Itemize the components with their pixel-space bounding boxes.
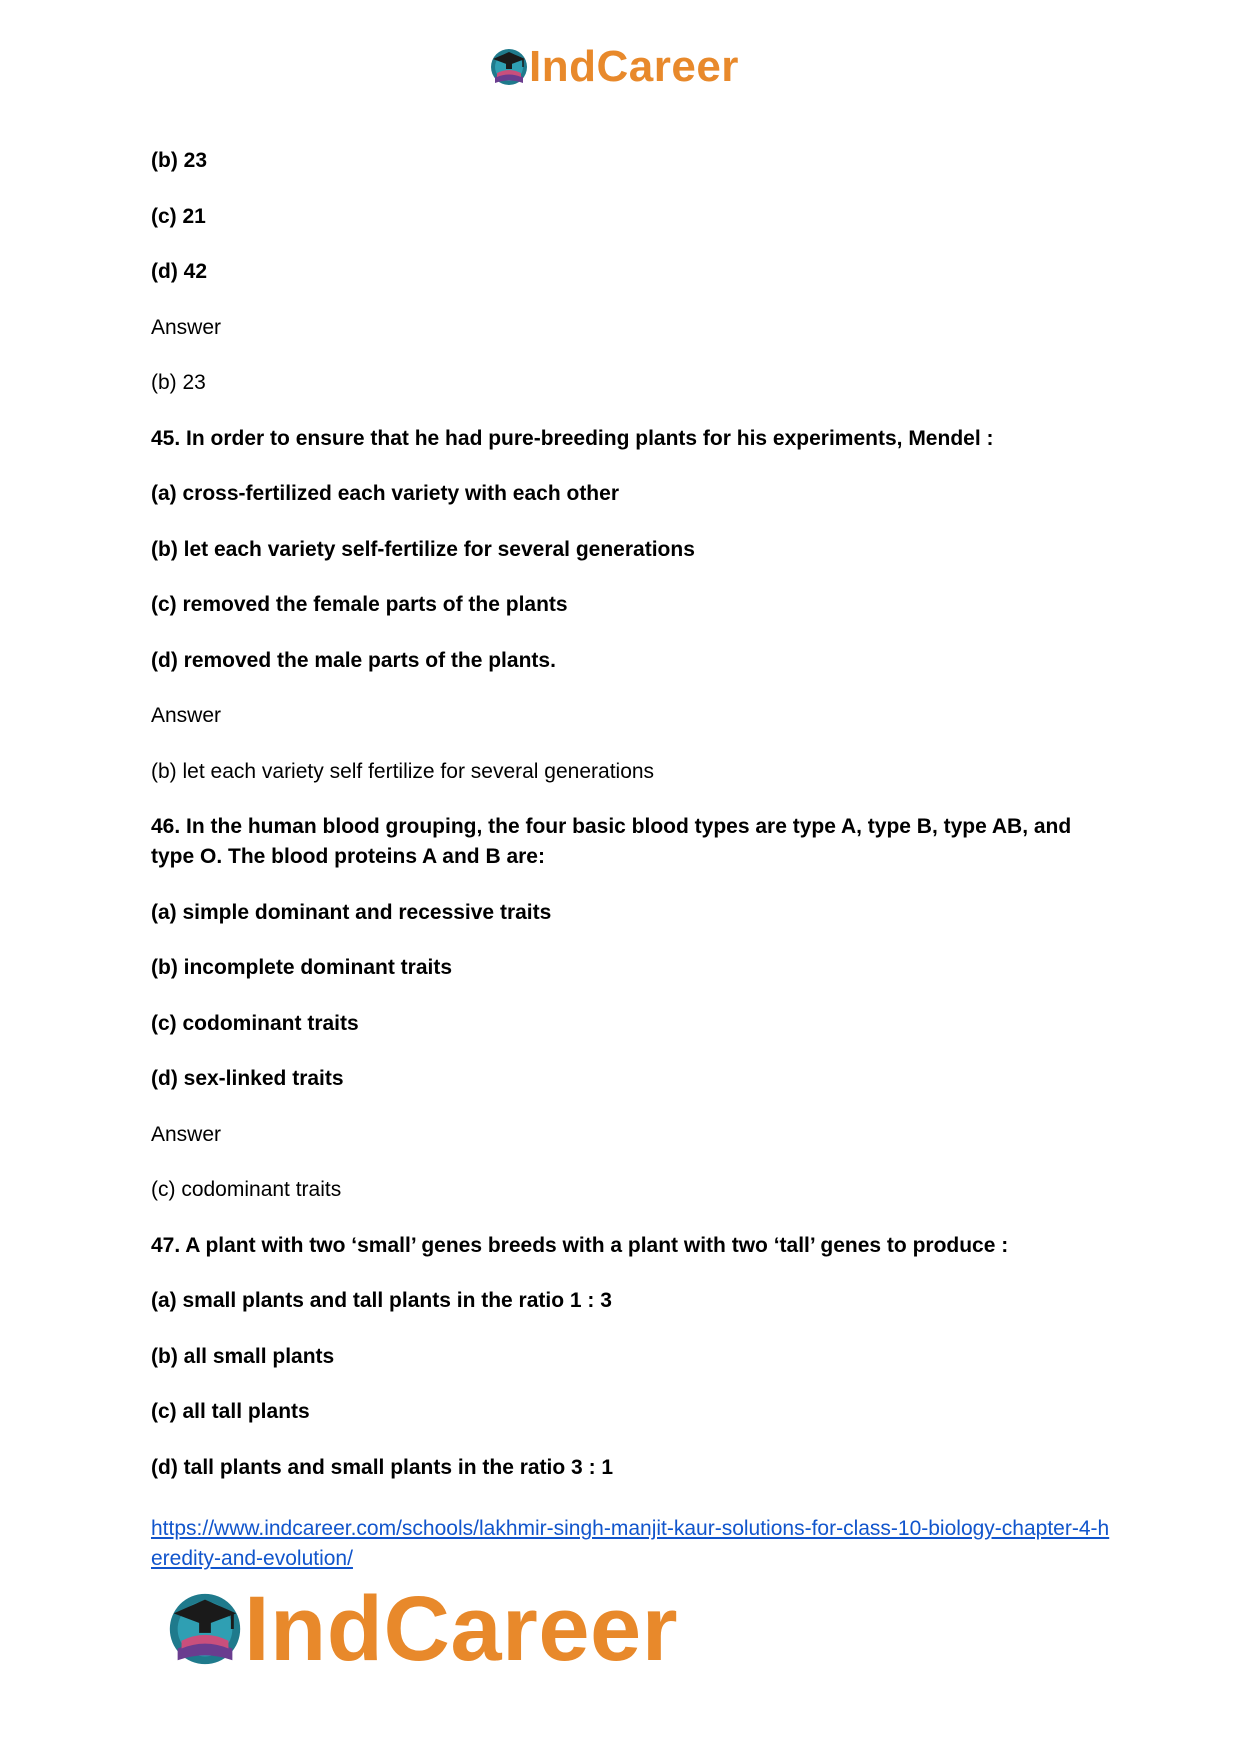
answer-text: Answer <box>151 704 222 727</box>
question-text: (c) 21 <box>151 204 206 228</box>
question-text: (b) let each variety self-fertilize for several generations <box>151 537 695 561</box>
question-text: (a) simple dominant and recessive traits <box>151 900 552 924</box>
question-text: (b) all small plants <box>151 1344 335 1368</box>
answer-text: (b) let each variety self fertilize for several generations <box>151 759 655 783</box>
question-text: (d) tall plants and small plants in the ratio 3 : 1 <box>151 1455 614 1479</box>
answer-text: (b) 23 <box>151 371 206 394</box>
source-link-block <box>151 1514 1111 1574</box>
graduation-cap-logo-icon <box>162 1586 248 1672</box>
question-text: (c) removed the female parts of the plants <box>151 593 568 616</box>
footer-logo <box>162 1578 702 1680</box>
question-text: (d) 42 <box>151 260 208 283</box>
answer-text: (c) codominant traits <box>151 1178 342 1201</box>
question-text: (b) 23 <box>151 149 208 172</box>
graduation-cap-logo-icon <box>487 45 531 89</box>
question-text: (c) all tall plants <box>151 1400 310 1423</box>
question-text: 46. In the human blood grouping, the four basic blood types are type A, type B, type AB, and type O. The blood proteins A and B are: <box>151 815 1072 868</box>
logo-wordmark: IndCareer <box>529 42 739 91</box>
source-link[interactable]: https://www.indcareer.com/schools/lakhmir-singh-manjit-kaur-solutions-for-class-10-biology-chapter-4-heredity-and-evolution/ <box>151 1517 1110 1570</box>
question-text: (d) sex-linked traits <box>151 1067 344 1090</box>
question-text: (d) removed the male parts of the plants. <box>151 648 556 672</box>
question-text: 45. In order to ensure that he had pure-breeding plants for his experiments, Mendel : <box>151 426 994 450</box>
answer-text: Answer <box>151 315 222 339</box>
header-logo <box>487 42 767 92</box>
question-text: (a) small plants and tall plants in the ratio 1 : 3 <box>151 1289 612 1312</box>
question-text: (b) incomplete dominant traits <box>151 956 453 979</box>
question-text: (c) codominant traits <box>151 1011 359 1035</box>
logo-wordmark: IndCareer <box>244 1578 678 1680</box>
document-body <box>151 146 1111 1508</box>
question-text: 47. A plant with two ‘small’ genes breeds with a plant with two ‘tall’ genes to produce : <box>151 1233 1009 1257</box>
answer-text: Answer <box>151 1122 222 1146</box>
question-text: (a) cross-fertilized each variety with each other <box>151 482 619 505</box>
